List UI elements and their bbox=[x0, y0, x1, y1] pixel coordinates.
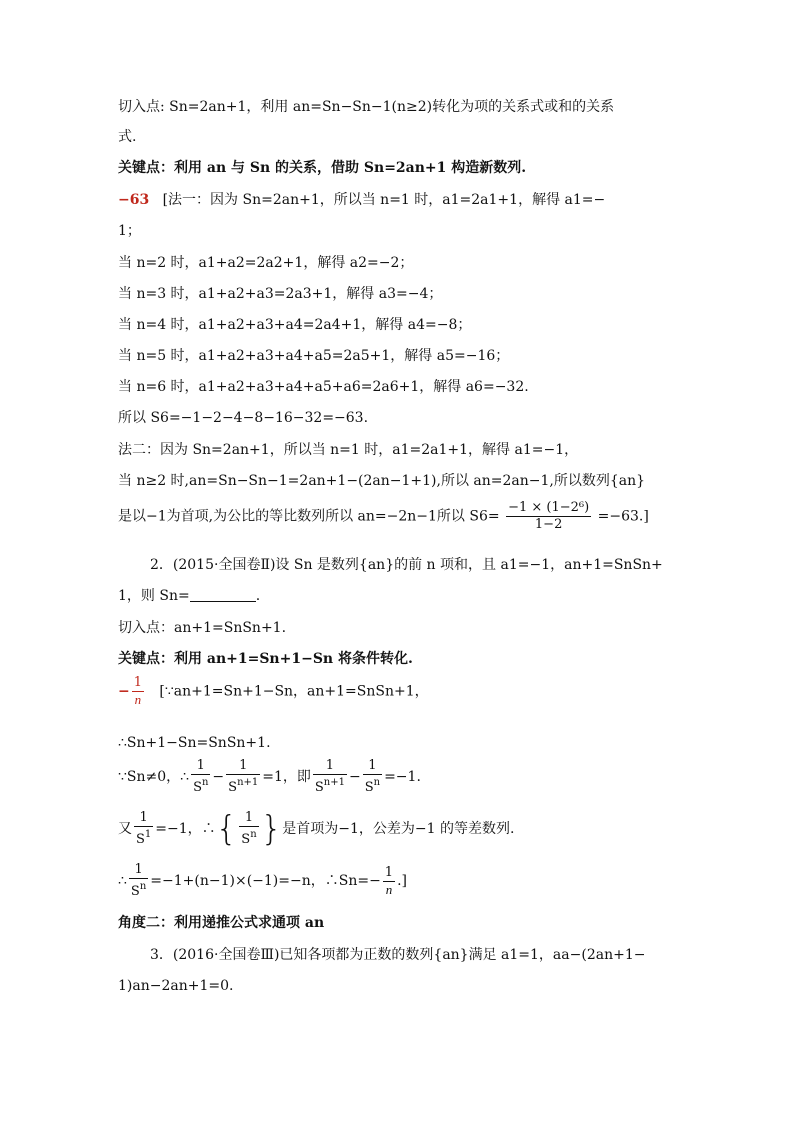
text-line-5: 1； bbox=[118, 223, 141, 239]
fraction: $\frac{1}{n}$ bbox=[384, 864, 394, 897]
text-segment: =−1. bbox=[384, 769, 421, 785]
fraction: $\frac{1}{S^{n+1}}$ bbox=[314, 758, 345, 795]
text-line-20: ∴Sn+1−Sn=SnSn+1. bbox=[118, 735, 271, 751]
text-line-25: 3．(2016·全国卷Ⅲ)已知各项都为正数的数列{an}满足 a1=1，aa−(2an+1− bbox=[150, 947, 646, 963]
fraction-denominator: 1−2 bbox=[534, 517, 563, 532]
text-line-15: 2．(2015·全国卷Ⅱ)设 Sn 是数列{an}的前 n 项和，且 a1=−1，an+1=SnSn+ bbox=[150, 557, 663, 573]
text-line-23: ∴ $\frac{1}{S^n}$ =−1+(n−1)×(−1)=−n，∴Sn=− $\frac{1}{n}$ .] bbox=[118, 862, 407, 899]
text-line-12: 法二：因为 Sn=2an+1，所以当 n=1 时，a1=2a1+1，解得 a1=−1， bbox=[118, 442, 579, 458]
text-line-14 bbox=[118, 500, 649, 533]
fraction bbox=[506, 500, 591, 533]
text-line-4 bbox=[118, 190, 605, 210]
text-line-26: 1)an−2an+1=0. bbox=[118, 978, 234, 994]
text-line-19 bbox=[118, 675, 429, 708]
fraction: $\frac{1}{S^n}$ bbox=[130, 862, 147, 899]
text-segment: 又 bbox=[118, 821, 132, 837]
text-line-10: 当 n=6 时，a1+a2+a3+a4+a5+a6=2a6+1，解得 a6=−32. bbox=[118, 379, 529, 395]
fraction: $\frac{1}{S^{n+1}}$ bbox=[228, 758, 259, 795]
text-line-18: 关键点：利用 an+1=Sn+1−Sn 将条件转化. bbox=[118, 651, 413, 667]
text-segment: =−1+(n−1)×(−1)=−n，∴Sn=− bbox=[150, 873, 381, 889]
answer-fraction bbox=[132, 675, 144, 708]
solution-text: [∵an+1=Sn+1−Sn，an+1=SnSn+1， bbox=[159, 683, 429, 700]
right-brace: } bbox=[260, 809, 283, 849]
text-segment: ∵Sn≠0，∴ bbox=[118, 769, 190, 785]
text-line-3: 关键点：利用 an 与 Sn 的关系，借助 Sn=2an+1 构造新数列. bbox=[118, 160, 527, 176]
text-segment: =1，即 bbox=[262, 769, 311, 785]
fraction-denominator: n bbox=[134, 692, 142, 707]
answer-value: −63 bbox=[118, 192, 150, 208]
text-segment: 是首项为−1，公差为−1 的等差数列. bbox=[282, 821, 515, 837]
text-segment: 1，则 Sn= bbox=[118, 588, 190, 604]
text-line-13: 当 n≥2 时,an=Sn−Sn−1=2an+1−(2an−1+1),所以 an=2an−1,所以数列{an} bbox=[118, 473, 646, 489]
text-segment: =−63.] bbox=[597, 508, 649, 525]
text-line-9: 当 n=5 时，a1+a2+a3+a4+a5=2a5+1，解得 a5=−16； bbox=[118, 348, 510, 364]
text-line-22 bbox=[118, 810, 514, 848]
text-line-11: 所以 S6=−1−2−4−8−16−32=−63. bbox=[118, 410, 369, 426]
text-line-6: 当 n=2 时，a1+a2=2a2+1，解得 a2=−2； bbox=[118, 255, 414, 271]
fraction: $\frac{1}{S^n}$ bbox=[241, 810, 257, 847]
text-line-21: ∵Sn≠0，∴ $\frac{1}{S^n}$ − $\frac{1}{S^{n+1}}$ =1，即 $\frac{1}{S^{n+1}}$ − $\frac{1}{S^n}$ =−1. bbox=[118, 758, 421, 795]
text-line-1: 切入点: Sn=2an+1，利用 an=Sn−Sn−1(n≥2)转化为项的关系式或和的关系 bbox=[118, 99, 615, 115]
fraction: $\frac{1}{S^n}$ bbox=[364, 758, 381, 795]
text-line-16: 1，则 Sn= . bbox=[118, 588, 261, 604]
text-line-2: 式. bbox=[118, 129, 137, 145]
solution-text: [法一：因为 Sn=2an+1，所以当 n=1 时，a1=2a1+1，解得 a1=− bbox=[162, 192, 606, 208]
text-segment: =−1，∴ bbox=[155, 821, 216, 837]
text-line-8: 当 n=4 时，a1+a2+a3+a4=2a4+1，解得 a4=−8； bbox=[118, 317, 472, 333]
left-brace: { bbox=[215, 809, 238, 849]
text-line-7: 当 n=3 时，a1+a2+a3=2a3+1，解得 a3=−4； bbox=[118, 286, 443, 302]
answer-value: − bbox=[118, 683, 130, 700]
answer-blank bbox=[190, 587, 256, 602]
fraction-numerator: 1 bbox=[133, 675, 143, 690]
fraction-numerator: −1 × (1−2⁶) bbox=[508, 500, 590, 515]
fraction: $\frac{1}{S^n}$ bbox=[193, 758, 209, 795]
section-heading: 角度二：利用递推公式求通项 an bbox=[118, 915, 325, 931]
text-segment: 是以−1为首项,为公比的等比数列所以 an=−2n−1所以 S6= bbox=[118, 508, 500, 525]
fraction: $\frac{1}{S^1}$ bbox=[136, 810, 152, 847]
text-segment: .] bbox=[397, 873, 407, 889]
text-line-17: 切入点：an+1=SnSn+1. bbox=[118, 620, 287, 636]
